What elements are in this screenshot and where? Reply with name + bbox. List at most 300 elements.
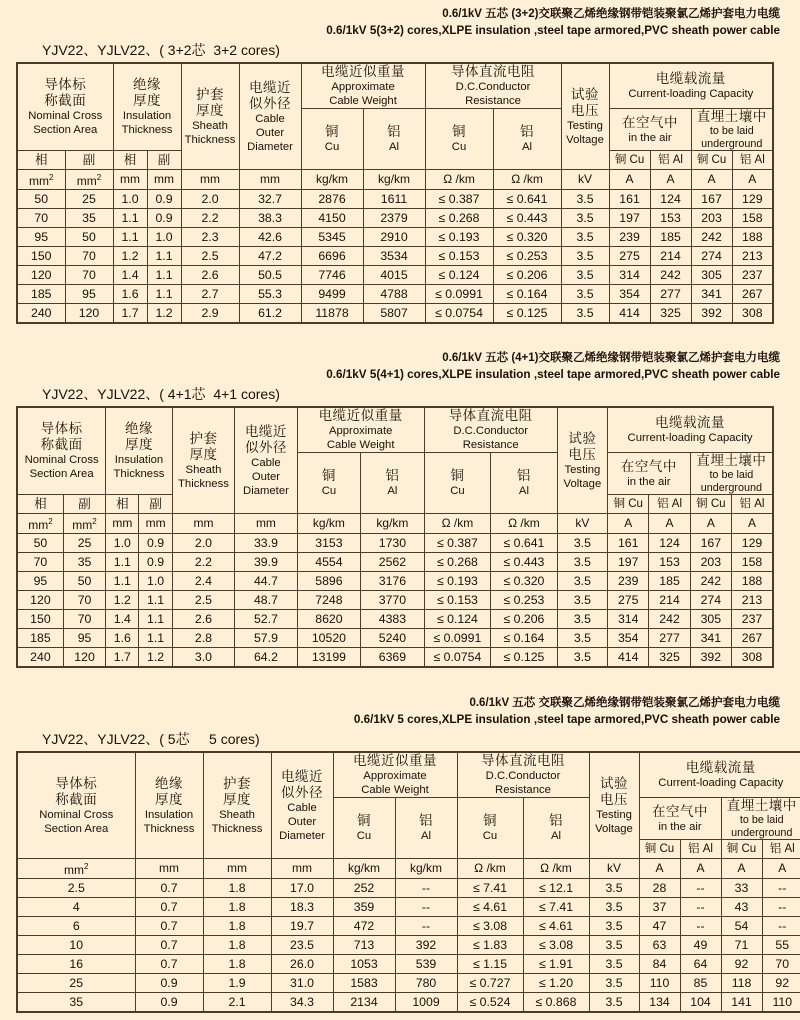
cell-r0-c1: 25 bbox=[65, 190, 113, 209]
cell-r5-c3: 31.0 bbox=[271, 974, 333, 993]
header-weight-cu bbox=[297, 453, 360, 514]
cell-r4-c14: 237 bbox=[732, 610, 773, 629]
header-diameter-en-l1: Cable bbox=[251, 456, 281, 469]
header-voltage-cn-l1: 试验 bbox=[600, 775, 628, 791]
header-diameter-en-l2: Outer bbox=[255, 126, 285, 139]
header-in-air-en: in the air bbox=[627, 475, 671, 488]
cell-r3-c3: 1.1 bbox=[147, 247, 181, 266]
cell-r0-c13: 167 bbox=[690, 534, 731, 553]
table-row bbox=[17, 534, 773, 553]
cell-r6-c2: 1.7 bbox=[106, 648, 139, 668]
cell-r4-c9: ≤ 0.206 bbox=[491, 610, 558, 629]
cell-r4-c7: 4383 bbox=[361, 610, 424, 629]
table-row bbox=[17, 648, 773, 668]
cell-r1-c11: 197 bbox=[609, 209, 650, 228]
cell-r3-c8: ≤ 0.153 bbox=[425, 247, 493, 266]
unit-diameter: mm bbox=[239, 170, 301, 190]
header-resistance-cu bbox=[424, 453, 491, 514]
header-sheath-cn-l1: 护套 bbox=[196, 86, 225, 102]
header-dc-resistance bbox=[424, 407, 557, 453]
header-insulation-en-l2: Thickness bbox=[143, 822, 195, 835]
header-underground-cn: 直埋土壤中 bbox=[696, 109, 767, 124]
subheader-air-al: 铝 Al bbox=[680, 840, 721, 859]
header-sheath-thickness bbox=[181, 63, 239, 170]
header-testing-voltage bbox=[589, 752, 639, 859]
cell-r5-c10: 85 bbox=[680, 974, 721, 993]
cell-r5-c3: 1.1 bbox=[139, 629, 172, 648]
cell-r2-c1: 50 bbox=[65, 228, 113, 247]
cell-r3-c7: 3534 bbox=[363, 247, 425, 266]
header-diameter-en-l3: Diameter bbox=[247, 140, 293, 153]
cell-r5-c13: 341 bbox=[690, 629, 731, 648]
cell-r3-c6: 7248 bbox=[297, 591, 360, 610]
unit-air-al: A bbox=[680, 859, 721, 879]
table-row bbox=[17, 304, 773, 324]
unit-resistance-cu: Ω /km bbox=[424, 514, 491, 534]
unit-air-al: A bbox=[649, 514, 690, 534]
units-row bbox=[17, 170, 773, 190]
cell-r4-c11: 314 bbox=[608, 610, 649, 629]
cell-r6-c1: 120 bbox=[63, 648, 105, 668]
cell-r2-c10: -- bbox=[680, 917, 721, 936]
cell-r5-c7: 5240 bbox=[361, 629, 424, 648]
header-weight-al-cn: 铝 bbox=[387, 124, 402, 139]
unit-resistance-al: Ω /km bbox=[523, 859, 589, 879]
unit-nominal-sub: $mm^2$ bbox=[63, 514, 105, 534]
cell-r0-c6: ≤ 7.41 bbox=[457, 879, 523, 898]
cell-r4-c8: ≤ 0.124 bbox=[425, 266, 493, 285]
cell-r3-c10: 3.5 bbox=[561, 247, 609, 266]
header-diameter-en-l1: Cable bbox=[255, 112, 285, 125]
header-diameter-en-l3: Diameter bbox=[243, 484, 289, 497]
cell-r5-c5: 57.9 bbox=[235, 629, 297, 648]
unit-sheath: mm bbox=[172, 514, 234, 534]
cell-r1-c8: 3.5 bbox=[589, 898, 639, 917]
cell-r0-c10: 3.5 bbox=[561, 190, 609, 209]
cell-r3-c13: 274 bbox=[690, 591, 731, 610]
cell-r1-c3: 0.9 bbox=[139, 553, 172, 572]
cell-r4-c6: 8620 bbox=[297, 610, 360, 629]
header-cable-weight bbox=[333, 752, 457, 798]
cell-r6-c3: 1.2 bbox=[139, 648, 172, 668]
cell-r6-c12: 325 bbox=[649, 648, 690, 668]
header-current-en: Current-loading Capacity bbox=[658, 777, 784, 789]
unit-nominal-main: $mm^2$ bbox=[17, 514, 63, 534]
cell-r2-c2: 1.8 bbox=[203, 917, 271, 936]
header-underground-en-l2: underground bbox=[701, 137, 763, 150]
cell-r6-c3: 1.2 bbox=[147, 304, 181, 324]
header-insulation-cn-l1: 绝缘 bbox=[124, 421, 153, 436]
header-nominal-en-l1: Nominal Cross bbox=[39, 808, 114, 821]
header-insulation-cn-l1: 绝缘 bbox=[155, 775, 183, 791]
cell-r1-c13: 203 bbox=[691, 209, 732, 228]
cell-r6-c6: 11878 bbox=[301, 304, 363, 324]
table-body-2 bbox=[17, 879, 800, 1013]
cell-r4-c4: 2.6 bbox=[172, 610, 234, 629]
cell-r4-c13: 305 bbox=[690, 610, 731, 629]
cell-r2-c5: 44.7 bbox=[235, 572, 297, 591]
cell-r1-c1: 0.7 bbox=[135, 898, 203, 917]
header-weight-en-l1: Approximate bbox=[328, 425, 393, 437]
header-in-air-en: in the air bbox=[658, 820, 702, 833]
cell-r2-c9: 47 bbox=[639, 917, 680, 936]
subheader-air-cu: 铜 Cu bbox=[609, 151, 650, 170]
header-resistance-en-l2: Resistance bbox=[462, 439, 519, 451]
cell-r6-c0: 240 bbox=[17, 304, 65, 324]
cell-r0-c1: 25 bbox=[63, 534, 105, 553]
header-resistance-cu-cn: 铜 bbox=[450, 468, 465, 483]
subheader-insulation-phase-main: 相 bbox=[113, 151, 147, 170]
header-voltage-cn-l1: 试验 bbox=[568, 430, 597, 446]
cell-r5-c6: 9499 bbox=[301, 285, 363, 304]
cell-r4-c0: 120 bbox=[17, 266, 65, 285]
unit-sheath: mm bbox=[203, 859, 271, 879]
cell-r2-c11: 239 bbox=[609, 228, 650, 247]
cell-r6-c1: 0.9 bbox=[135, 993, 203, 1013]
header-resistance-al bbox=[493, 109, 561, 170]
cell-r3-c5: 392 bbox=[395, 936, 457, 955]
cell-r6-c2: 2.1 bbox=[203, 993, 271, 1013]
cell-r3-c0: 150 bbox=[17, 247, 65, 266]
cell-r1-c10: -- bbox=[680, 898, 721, 917]
cell-r1-c10: 3.5 bbox=[557, 553, 607, 572]
cell-r0-c11: 161 bbox=[608, 534, 649, 553]
cell-r3-c4: 2.5 bbox=[181, 247, 239, 266]
header-resistance-en-l1: D.C.Conductor bbox=[453, 425, 529, 437]
subheader-insulation-phase-sub: 副 bbox=[139, 495, 172, 514]
cell-r4-c3: 1.1 bbox=[139, 610, 172, 629]
cell-r2-c8: ≤ 0.193 bbox=[425, 228, 493, 247]
cell-r5-c4: 2.7 bbox=[181, 285, 239, 304]
units-row bbox=[17, 514, 773, 534]
cell-r1-c12: -- bbox=[762, 898, 800, 917]
unit-weight-cu: kg/km bbox=[333, 859, 395, 879]
cell-r2-c11: 54 bbox=[721, 917, 762, 936]
cell-r6-c5: 64.2 bbox=[235, 648, 297, 668]
cell-r3-c10: 49 bbox=[680, 936, 721, 955]
header-weight-al-en: Al bbox=[387, 485, 398, 497]
table-title-cn-0: 0.6/1kV 五芯 (3+2)交联聚乙烯绝缘钢带铠装聚氯乙烯护套电力电缆 bbox=[442, 8, 780, 20]
units-row bbox=[17, 859, 800, 879]
subheader-nominal-phase-main: 相 bbox=[17, 151, 65, 170]
cell-r1-c9: ≤ 0.443 bbox=[491, 553, 558, 572]
cell-r0-c8: ≤ 0.387 bbox=[425, 190, 493, 209]
header-sheath-en-l2: Thickness bbox=[178, 477, 229, 490]
header-sheath-cn-l1: 护套 bbox=[189, 430, 218, 446]
header-resistance-cu-en: Cu bbox=[450, 485, 465, 497]
cell-r6-c4: 2.9 bbox=[181, 304, 239, 324]
header-weight-al-cn: 铝 bbox=[385, 468, 400, 483]
cell-r4-c8: 3.5 bbox=[589, 955, 639, 974]
cell-r0-c8: 3.5 bbox=[589, 879, 639, 898]
header-nominal-cn-l1: 导体标 bbox=[44, 77, 87, 92]
header-weight-en-l1: Approximate bbox=[331, 81, 395, 93]
header-dc-resistance bbox=[425, 63, 561, 109]
cell-r2-c7: ≤ 4.61 bbox=[523, 917, 589, 936]
cell-r3-c13: 274 bbox=[691, 247, 732, 266]
cell-r5-c12: 277 bbox=[650, 285, 691, 304]
cell-r4-c4: 2.6 bbox=[181, 266, 239, 285]
cell-r6-c9: 134 bbox=[639, 993, 680, 1013]
cell-r1-c10: 3.5 bbox=[561, 209, 609, 228]
header-underground-en-l1: to be laid bbox=[739, 814, 784, 826]
cell-r4-c11: 92 bbox=[721, 955, 762, 974]
cell-r3-c12: 214 bbox=[649, 591, 690, 610]
cell-r5-c5: 55.3 bbox=[239, 285, 301, 304]
header-sheath-en-l1: Sheath bbox=[185, 463, 222, 476]
cell-r6-c9: ≤ 0.125 bbox=[493, 304, 561, 324]
cell-r0-c9: ≤ 0.641 bbox=[493, 190, 561, 209]
unit-air-cu: A bbox=[609, 170, 650, 190]
header-voltage-cn-l1: 试验 bbox=[571, 86, 600, 102]
header-underground-en-l1: to be laid bbox=[709, 469, 754, 481]
header-underground-en-l1: to be laid bbox=[709, 125, 754, 137]
header-weight-en-l2: Cable Weight bbox=[361, 784, 429, 796]
cell-r5-c8: ≤ 0.0991 bbox=[424, 629, 491, 648]
cell-r4-c1: 70 bbox=[63, 610, 105, 629]
header-voltage-en-l2: Voltage bbox=[566, 133, 604, 146]
cell-r6-c11: 414 bbox=[609, 304, 650, 324]
table-body-1 bbox=[17, 534, 773, 668]
spec-table-3plus2 bbox=[16, 62, 774, 324]
header-diameter-en-l2: Outer bbox=[251, 470, 281, 483]
cell-r4-c10: 3.5 bbox=[557, 610, 607, 629]
cell-r5-c9: 110 bbox=[639, 974, 680, 993]
cell-r4-c11: 314 bbox=[609, 266, 650, 285]
cell-r3-c6: ≤ 1.83 bbox=[457, 936, 523, 955]
subheader-nominal-phase-sub: 副 bbox=[63, 495, 105, 514]
unit-air-cu: A bbox=[608, 514, 649, 534]
cell-r5-c14: 267 bbox=[732, 285, 773, 304]
header-diameter-cn-l2: 似外径 bbox=[249, 95, 292, 111]
header-weight-cu-en: Cu bbox=[321, 485, 337, 497]
table-row bbox=[17, 936, 800, 955]
header-sheath-thickness bbox=[203, 752, 271, 859]
unit-resistance-cu: Ω /km bbox=[457, 859, 523, 879]
unit-resistance-cu: Ω /km bbox=[425, 170, 493, 190]
cell-r6-c10: 3.5 bbox=[557, 648, 607, 668]
header-resistance-cu bbox=[457, 798, 523, 859]
cell-r0-c2: 1.0 bbox=[106, 534, 139, 553]
unit-nominal-sub: $mm^2$ bbox=[65, 170, 113, 190]
unit-underground-al: A bbox=[762, 859, 800, 879]
table-row bbox=[17, 553, 773, 572]
table-title-en-2: 0.6/1kV 5 cores,XLPE insulation ,steel tape armored,PVC sheath power cable bbox=[353, 713, 780, 726]
cell-r5-c1: 95 bbox=[65, 285, 113, 304]
unit-nominal: $mm^2$ bbox=[17, 859, 135, 879]
cell-r5-c0: 25 bbox=[17, 974, 135, 993]
cell-r4-c12: 242 bbox=[649, 610, 690, 629]
cell-r1-c1: 35 bbox=[63, 553, 105, 572]
header-cable-weight bbox=[297, 407, 424, 453]
cell-r0-c14: 129 bbox=[732, 534, 773, 553]
cell-r2-c0: 95 bbox=[17, 228, 65, 247]
cell-r4-c7: 4015 bbox=[363, 266, 425, 285]
cell-r1-c2: 1.1 bbox=[113, 209, 147, 228]
cell-r1-c0: 70 bbox=[17, 553, 63, 572]
header-insulation-en-l1: Insulation bbox=[114, 454, 164, 466]
cell-r2-c7: 3176 bbox=[361, 572, 424, 591]
cell-r1-c0: 4 bbox=[17, 898, 135, 917]
cell-r2-c13: 242 bbox=[690, 572, 731, 591]
header-insulation-en-l1: Insulation bbox=[122, 110, 172, 122]
unit-weight-al: kg/km bbox=[361, 514, 424, 534]
cell-r4-c5: 52.7 bbox=[235, 610, 297, 629]
cell-r3-c8: 3.5 bbox=[589, 936, 639, 955]
table-row bbox=[17, 228, 773, 247]
header-resistance-cu-en: Cu bbox=[482, 830, 498, 842]
header-diameter-cn-l1: 电缆近 bbox=[249, 79, 292, 95]
cell-r1-c9: 37 bbox=[639, 898, 680, 917]
header-current-loading-capacity bbox=[639, 752, 800, 798]
cell-r6-c0: 240 bbox=[17, 648, 63, 668]
unit-resistance-al: Ω /km bbox=[491, 514, 558, 534]
header-testing-voltage bbox=[561, 63, 609, 170]
cell-r4-c8: ≤ 0.124 bbox=[424, 610, 491, 629]
cell-r0-c12: 124 bbox=[649, 534, 690, 553]
cell-r6-c7: 6369 bbox=[361, 648, 424, 668]
header-in-air-cn: 在空气中 bbox=[652, 803, 708, 819]
cell-r6-c7: 5807 bbox=[363, 304, 425, 324]
header-voltage-cn-l2: 电压 bbox=[571, 102, 600, 118]
header-nominal-cn-l2: 称截面 bbox=[44, 93, 87, 108]
header-insulation-thickness bbox=[113, 63, 181, 151]
unit-weight-cu: kg/km bbox=[297, 514, 360, 534]
unit-underground-al: A bbox=[732, 170, 773, 190]
cell-r4-c12: 242 bbox=[650, 266, 691, 285]
cell-r2-c0: 6 bbox=[17, 917, 135, 936]
cell-r6-c9: ≤ 0.125 bbox=[491, 648, 558, 668]
table-title-cn-1: 0.6/1kV 五芯 (4+1)交联聚乙烯绝缘钢带铠装聚氯乙烯护套电力电缆 bbox=[442, 352, 780, 364]
cell-r6-c1: 120 bbox=[65, 304, 113, 324]
cell-r0-c11: 33 bbox=[721, 879, 762, 898]
header-resistance-cu-cn: 铜 bbox=[483, 813, 497, 828]
cell-r1-c7: ≤ 7.41 bbox=[523, 898, 589, 917]
cell-r5-c9: ≤ 0.164 bbox=[491, 629, 558, 648]
cell-r0-c5: 32.7 bbox=[239, 190, 301, 209]
cell-r0-c2: 1.0 bbox=[113, 190, 147, 209]
cell-r5-c14: 267 bbox=[732, 629, 773, 648]
cell-r5-c5: 780 bbox=[395, 974, 457, 993]
cell-r4-c2: 1.4 bbox=[106, 610, 139, 629]
cell-r0-c6: 3153 bbox=[297, 534, 360, 553]
header-diameter-cn-l1: 电缆近 bbox=[244, 423, 287, 439]
header-resistance-al-en: Al bbox=[550, 830, 562, 842]
unit-diameter: mm bbox=[235, 514, 297, 534]
cell-r0-c5: -- bbox=[395, 879, 457, 898]
header-diameter-cn-l2: 似外径 bbox=[281, 784, 323, 800]
header-insulation-cn-l1: 绝缘 bbox=[133, 77, 162, 92]
cell-r6-c14: 308 bbox=[732, 648, 773, 668]
header-weight-al-en: Al bbox=[389, 141, 400, 153]
cell-r2-c9: ≤ 0.320 bbox=[491, 572, 558, 591]
subheader-air-cu: 铜 Cu bbox=[608, 495, 649, 514]
cell-r4-c3: 1.1 bbox=[147, 266, 181, 285]
cell-r1-c14: 158 bbox=[732, 553, 773, 572]
cell-r5-c8: 3.5 bbox=[589, 974, 639, 993]
subheader-nominal-phase-sub: 副 bbox=[65, 151, 113, 170]
cell-r3-c9: ≤ 0.253 bbox=[493, 247, 561, 266]
cell-r1-c0: 70 bbox=[17, 209, 65, 228]
header-sheath-en-l1: Sheath bbox=[192, 119, 228, 132]
cell-r5-c12: 277 bbox=[649, 629, 690, 648]
unit-weight-cu: kg/km bbox=[301, 170, 363, 190]
cell-r4-c2: 1.8 bbox=[203, 955, 271, 974]
cell-r6-c13: 392 bbox=[691, 304, 732, 324]
cell-r2-c3: 1.0 bbox=[139, 572, 172, 591]
header-current-cn: 电缆载流量 bbox=[655, 71, 726, 86]
header-voltage-cn-l2: 电压 bbox=[568, 446, 597, 462]
unit-weight-al: kg/km bbox=[395, 859, 457, 879]
header-underground-en-l2: underground bbox=[731, 826, 793, 839]
cell-r2-c10: 3.5 bbox=[557, 572, 607, 591]
header-diameter-en-l1: Cable bbox=[287, 801, 317, 814]
cell-r3-c4: 2.5 bbox=[172, 591, 234, 610]
cell-r5-c12: 92 bbox=[762, 974, 800, 993]
header-insulation-cn-l2: 厚度 bbox=[133, 93, 162, 108]
cell-r5-c6: ≤ 0.727 bbox=[457, 974, 523, 993]
table-row bbox=[17, 974, 800, 993]
cell-r4-c14: 237 bbox=[732, 266, 773, 285]
cell-r0-c0: 50 bbox=[17, 190, 65, 209]
header-diameter-cn-l2: 似外径 bbox=[244, 439, 287, 455]
cell-r1-c5: -- bbox=[395, 898, 457, 917]
cell-r0-c8: ≤ 0.387 bbox=[424, 534, 491, 553]
cell-r5-c11: 354 bbox=[609, 285, 650, 304]
model-line-2: YJV22、YJLV22、( 5芯 5 cores) bbox=[42, 731, 260, 747]
unit-insulation: mm bbox=[135, 859, 203, 879]
cell-r4-c6: ≤ 1.15 bbox=[457, 955, 523, 974]
unit-underground-cu: A bbox=[691, 170, 732, 190]
cell-r3-c14: 213 bbox=[732, 591, 773, 610]
subheader-nominal-phase-main: 相 bbox=[17, 495, 63, 514]
cell-r3-c11: 275 bbox=[609, 247, 650, 266]
cell-r1-c2: 1.1 bbox=[106, 553, 139, 572]
header-nominal-cn-l1: 导体标 bbox=[40, 421, 83, 436]
unit-underground-cu: A bbox=[690, 514, 731, 534]
header-current-loading-capacity bbox=[608, 407, 773, 453]
header-current-cn: 电缆载流量 bbox=[685, 760, 756, 775]
header-sheath-en-l2: Thickness bbox=[184, 133, 236, 146]
cell-r3-c9: ≤ 0.253 bbox=[491, 591, 558, 610]
subheader-air-al: 铝 Al bbox=[650, 151, 691, 170]
cell-r0-c3: 0.9 bbox=[139, 534, 172, 553]
cell-r5-c6: 10520 bbox=[297, 629, 360, 648]
cell-r0-c12: -- bbox=[762, 879, 800, 898]
cell-r0-c10: -- bbox=[680, 879, 721, 898]
header-resistance-al-cn: 铝 bbox=[520, 124, 535, 139]
cell-r0-c11: 161 bbox=[609, 190, 650, 209]
header-sheath-thickness bbox=[172, 407, 234, 514]
header-insulation-en-l1: Insulation bbox=[144, 808, 194, 821]
cell-r0-c0: 2.5 bbox=[17, 879, 135, 898]
unit-sheath: mm bbox=[181, 170, 239, 190]
header-resistance-al-cn: 铝 bbox=[516, 468, 531, 483]
cell-r1-c6: ≤ 4.61 bbox=[457, 898, 523, 917]
cell-r4-c1: 70 bbox=[65, 266, 113, 285]
cell-r2-c5: -- bbox=[395, 917, 457, 936]
model-line-1: YJV22、YJLV22、( 4+1芯 4+1 cores) bbox=[42, 386, 280, 402]
cell-r2-c8: ≤ 0.193 bbox=[424, 572, 491, 591]
cell-r2-c11: 239 bbox=[608, 572, 649, 591]
header-sheath-cn-l1: 护套 bbox=[223, 775, 251, 791]
cell-r5-c10: 3.5 bbox=[561, 285, 609, 304]
cell-r6-c5: 61.2 bbox=[239, 304, 301, 324]
header-dc-resistance bbox=[457, 752, 589, 798]
cell-r3-c1: 0.7 bbox=[135, 936, 203, 955]
header-weight-cu bbox=[333, 798, 395, 859]
cell-r2-c14: 188 bbox=[732, 572, 773, 591]
